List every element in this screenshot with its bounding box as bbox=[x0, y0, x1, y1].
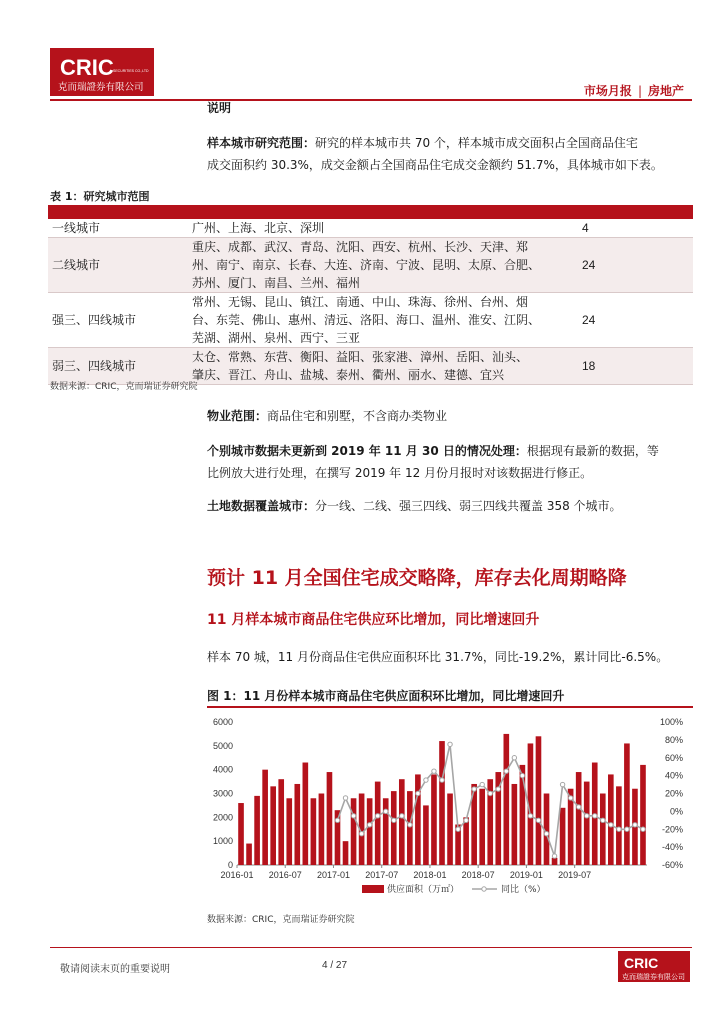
yoy-point bbox=[593, 814, 597, 818]
bar bbox=[608, 774, 614, 865]
property-label: 物业范围： bbox=[207, 409, 268, 423]
logo-company: 克而瑞證券有限公司 bbox=[58, 82, 144, 93]
property-text: 商品住宅和别墅，不含商办类物业 bbox=[267, 409, 448, 423]
bar bbox=[536, 736, 542, 865]
x-tick-label: 2018-01 bbox=[413, 870, 447, 880]
y-right-tick-label: 60% bbox=[664, 752, 683, 763]
bar bbox=[407, 791, 413, 865]
page-number: 4 / 27 bbox=[322, 960, 348, 971]
yoy-point bbox=[375, 814, 379, 818]
property-paragraph bbox=[207, 405, 447, 427]
bar bbox=[552, 858, 558, 865]
yoy-point bbox=[464, 818, 468, 822]
y-right-tick-label: 20% bbox=[664, 788, 683, 799]
city-table bbox=[48, 205, 693, 385]
table-row bbox=[48, 293, 693, 348]
table-header-band bbox=[48, 205, 693, 219]
bar bbox=[367, 798, 373, 865]
bar bbox=[576, 772, 582, 865]
sample-paragraph bbox=[207, 132, 693, 176]
yoy-point bbox=[512, 756, 516, 760]
tier-cell: 二线城市 bbox=[48, 238, 192, 293]
bar bbox=[447, 794, 453, 866]
y-left-tick-label: 1000 bbox=[212, 836, 233, 847]
cities-line: 广州、上海、北京、深圳 bbox=[192, 221, 325, 235]
cities-line: 重庆、成都、武汉、青岛、沈阳、西安、杭州、长沙、天津、郑 bbox=[192, 240, 529, 254]
bar bbox=[375, 782, 381, 865]
cities-cell bbox=[192, 348, 578, 385]
bar bbox=[616, 786, 622, 865]
yoy-point bbox=[359, 832, 363, 836]
x-tick-label: 2019-07 bbox=[558, 870, 592, 880]
yoy-point bbox=[384, 809, 388, 813]
figure-source: 数据来源：CRIC，克而瑞证券研究院 bbox=[207, 915, 355, 925]
x-tick-label: 2016-07 bbox=[268, 870, 302, 880]
footer-rule bbox=[50, 947, 692, 948]
bar bbox=[640, 765, 646, 865]
cities-cell bbox=[192, 238, 578, 293]
yoy-point bbox=[560, 782, 564, 786]
yoy-point bbox=[544, 832, 548, 836]
yoy-point bbox=[641, 827, 645, 831]
legend-bar-swatch bbox=[362, 885, 384, 893]
y-right-tick-label: 80% bbox=[664, 734, 683, 745]
bar bbox=[479, 789, 485, 865]
section-subheading: 11 月样本城市商品住宅供应环比增加，同比增速回升 bbox=[207, 612, 540, 628]
count-cell: 18 bbox=[578, 348, 693, 385]
count-cell: 4 bbox=[578, 219, 693, 238]
bar bbox=[423, 805, 429, 865]
missing-paragraph bbox=[207, 440, 693, 484]
y-right-tick-label: -40% bbox=[661, 842, 683, 853]
bar bbox=[319, 794, 325, 866]
cric-logo bbox=[50, 48, 154, 96]
yoy-point bbox=[416, 791, 420, 795]
cities-line: 太仓、常熟、东营、衡阳、益阳、张家港、漳州、岳阳、汕头、 bbox=[192, 350, 529, 364]
header-rule bbox=[50, 99, 692, 101]
yoy-point bbox=[609, 823, 613, 827]
y-left-tick-label: 5000 bbox=[212, 740, 233, 751]
yoy-point bbox=[536, 818, 540, 822]
sample-label: 样本城市研究范围： bbox=[207, 136, 316, 150]
sample-text-1: 研究的样本城市共 70 个，样本城市成交面积占全国商品住宅 bbox=[315, 136, 638, 150]
sample-text-2: 成交面积约 30.3%，成交金额占全国商品住宅成交金额约 51.7%，具体城市如下表。 bbox=[207, 158, 663, 172]
cities-line: 肇庆、晋江、舟山、盐城、泰州、衢州、丽水、建德、宜兴 bbox=[192, 368, 505, 382]
header-sep: | bbox=[637, 84, 642, 98]
yoy-point bbox=[617, 827, 621, 831]
table-source: 数据来源：CRIC，克而瑞证券研究院 bbox=[50, 382, 198, 392]
bar bbox=[431, 774, 437, 865]
figure-title: 图 1：11 月份样本城市商品住宅供应面积环比增加，同比增速回升 bbox=[207, 689, 565, 703]
notes-title: 说明 bbox=[207, 101, 232, 115]
cities-line: 州、南宁、南京、长春、大连、济南、宁波、昆明、太原、合肥、 bbox=[192, 258, 541, 272]
bar bbox=[463, 817, 469, 865]
bar bbox=[351, 798, 357, 865]
y-left-tick-label: 3000 bbox=[212, 788, 233, 799]
header-title-2: 房地产 bbox=[647, 84, 684, 98]
table-title: 表 1：研究城市范围 bbox=[50, 190, 150, 203]
y-left-tick-label: 2000 bbox=[212, 812, 233, 823]
yoy-point bbox=[568, 796, 572, 800]
table-row bbox=[48, 238, 693, 293]
bar bbox=[399, 779, 405, 865]
y-right-tick-label: 0% bbox=[669, 806, 683, 817]
yoy-point bbox=[601, 818, 605, 822]
yoy-point bbox=[625, 827, 629, 831]
bar bbox=[584, 782, 590, 865]
footer-disclaimer: 敬请阅读末页的重要说明 bbox=[60, 964, 170, 975]
bar bbox=[415, 774, 421, 865]
x-tick-label: 2016-01 bbox=[220, 870, 254, 880]
cities-line: 苏州、厦门、南昌、兰州、福州 bbox=[192, 276, 361, 290]
yoy-point bbox=[585, 814, 589, 818]
bar bbox=[238, 803, 244, 865]
bar bbox=[512, 784, 518, 865]
bar bbox=[600, 794, 606, 866]
yoy-point bbox=[456, 827, 460, 831]
missing-text-2: 比例放大进行处理，在撰写 2019 年 12 月份月报时对该数据进行修正。 bbox=[207, 466, 593, 480]
yoy-point bbox=[351, 814, 355, 818]
y-left-tick-label: 0 bbox=[227, 860, 233, 870]
bar bbox=[270, 786, 276, 865]
yoy-point bbox=[633, 823, 637, 827]
yoy-point bbox=[432, 769, 436, 773]
supply-chart bbox=[207, 712, 693, 902]
cities-cell bbox=[192, 293, 578, 348]
chart-legend bbox=[362, 883, 546, 895]
logo-small-text: SECURITIES CO.,LTD bbox=[113, 69, 149, 73]
bar bbox=[262, 770, 268, 865]
bar bbox=[254, 796, 260, 865]
section-summary: 样本 70 城，11 月份商品住宅供应面积环比 31.7%，同比-19.2%，累计同比-6.5%。 bbox=[207, 650, 669, 664]
bar bbox=[520, 765, 526, 865]
yoy-point bbox=[440, 778, 444, 782]
yoy-point bbox=[480, 782, 484, 786]
tier-cell: 强三、四线城市 bbox=[48, 293, 192, 348]
bar bbox=[246, 844, 252, 865]
land-paragraph bbox=[207, 495, 622, 517]
chart-bars bbox=[238, 734, 646, 865]
x-tick-label: 2017-01 bbox=[316, 870, 350, 880]
yoy-point bbox=[408, 823, 412, 827]
yoy-point bbox=[552, 854, 556, 858]
yoy-point bbox=[528, 814, 532, 818]
x-tick-label: 2018-07 bbox=[461, 870, 495, 880]
bar bbox=[383, 798, 389, 865]
legend-line-marker bbox=[482, 887, 486, 891]
y-right-tick-label: 40% bbox=[664, 770, 683, 781]
table-row bbox=[48, 219, 693, 238]
y-right-tick-label: 100% bbox=[659, 717, 683, 727]
y-right-tick-label: -20% bbox=[661, 824, 683, 835]
footer-logo-text: CRIC bbox=[624, 955, 659, 971]
yoy-point bbox=[343, 796, 347, 800]
bar bbox=[560, 808, 566, 865]
y-right-tick-label: -60% bbox=[661, 860, 683, 870]
header-title bbox=[584, 82, 684, 99]
bar bbox=[327, 772, 333, 865]
footer-logo-company: 克而瑞證券有限公司 bbox=[622, 973, 685, 981]
yoy-point bbox=[335, 818, 339, 822]
y-left-tick-label: 6000 bbox=[212, 717, 233, 727]
yoy-point bbox=[488, 791, 492, 795]
bar bbox=[391, 791, 397, 865]
cities-cell bbox=[192, 219, 578, 238]
x-tick-label: 2017-07 bbox=[365, 870, 399, 880]
missing-text-1: 根据现有最新的数据，等 bbox=[526, 444, 659, 458]
bar bbox=[286, 798, 292, 865]
bar bbox=[343, 841, 349, 865]
cities-line: 芜湖、湖州、泉州、西宁、三亚 bbox=[192, 331, 361, 345]
footer-cric-logo bbox=[618, 951, 690, 982]
yoy-point bbox=[448, 742, 452, 746]
bar bbox=[504, 734, 510, 865]
cities-line: 台、东莞、佛山、惠州、清远、洛阳、海口、温州、淮安、江阴、 bbox=[192, 313, 541, 327]
bar bbox=[303, 763, 309, 865]
x-tick-label: 2019-01 bbox=[509, 870, 543, 880]
header-title-1: 市场月报 bbox=[583, 84, 632, 98]
count-cell: 24 bbox=[578, 238, 693, 293]
y-left-tick-label: 4000 bbox=[212, 764, 233, 775]
yoy-point bbox=[400, 814, 404, 818]
land-label: 土地数据覆盖城市： bbox=[207, 499, 316, 513]
bar bbox=[278, 779, 284, 865]
missing-label: 个别城市数据未更新到 2019 年 11 月 30 日的情况处理： bbox=[207, 444, 527, 458]
yoy-point bbox=[520, 773, 524, 777]
bar bbox=[624, 743, 630, 865]
figure-rule bbox=[207, 706, 693, 708]
bar bbox=[311, 798, 317, 865]
legend-line-label: 同比（%） bbox=[501, 885, 546, 895]
yoy-point bbox=[496, 787, 500, 791]
land-text: 分一线、二线、强三四线、弱三四线共覆盖 358 个城市。 bbox=[315, 499, 622, 513]
count-cell: 24 bbox=[578, 293, 693, 348]
yoy-point bbox=[392, 818, 396, 822]
yoy-point bbox=[367, 823, 371, 827]
legend-bar-label: 供应面积（万㎡） bbox=[387, 885, 460, 895]
yoy-point bbox=[576, 805, 580, 809]
bar bbox=[294, 784, 300, 865]
yoy-point bbox=[472, 787, 476, 791]
cities-line: 常州、无锡、昆山、镇江、南通、中山、珠海、徐州、台州、烟 bbox=[192, 295, 529, 309]
tier-cell: 弱三、四线城市 bbox=[48, 348, 192, 385]
logo-text: CRIC bbox=[60, 55, 114, 80]
section-heading: 预计 11 月全国住宅成交略降，库存去化周期略降 bbox=[207, 567, 627, 589]
bar bbox=[439, 741, 445, 865]
yoy-point bbox=[424, 778, 428, 782]
yoy-point bbox=[504, 769, 508, 773]
tier-cell: 一线城市 bbox=[48, 219, 192, 238]
